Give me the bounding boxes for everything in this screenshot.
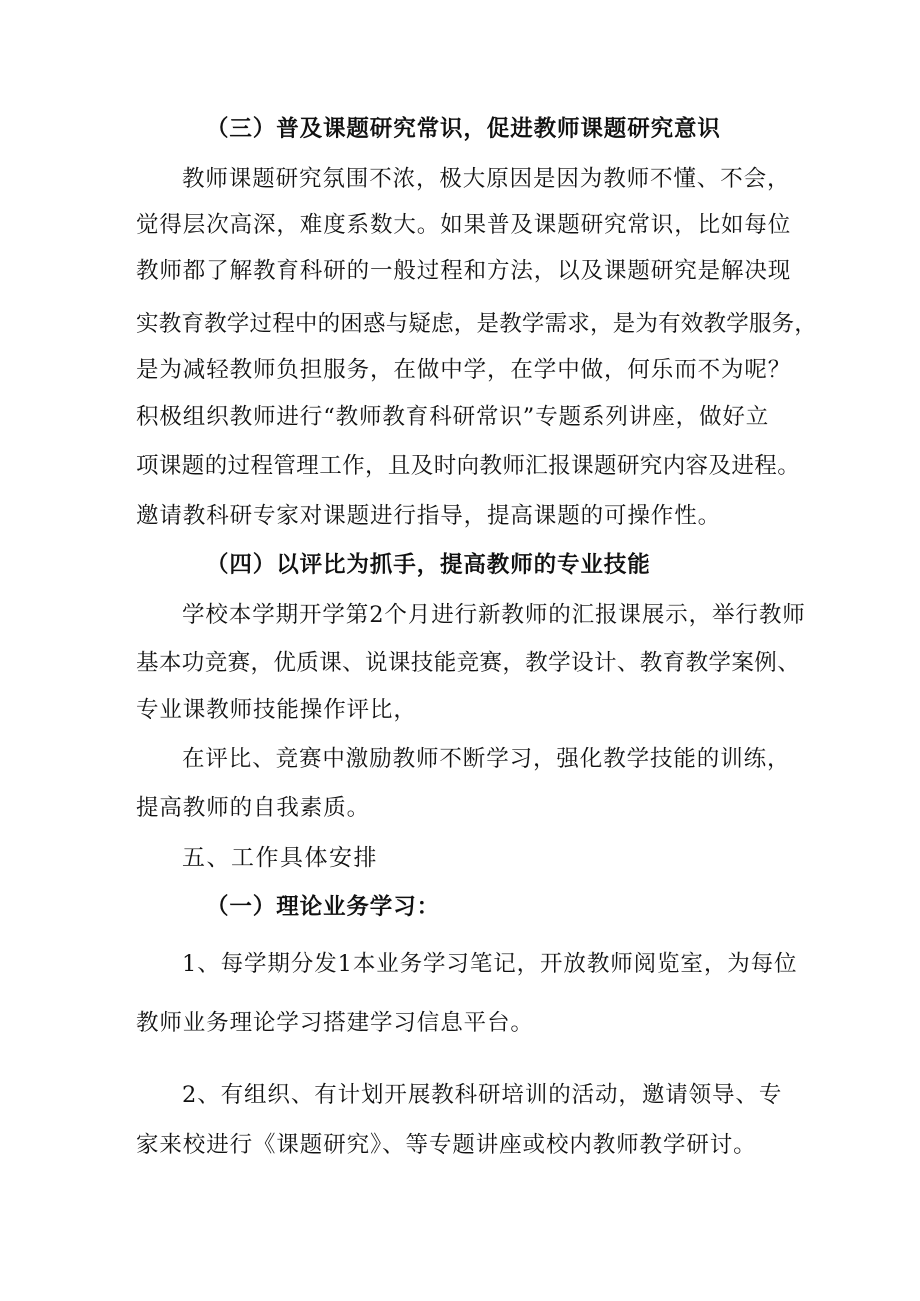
paragraph-line: 积极组织教师进行“教师教育科研常识”专题系列讲座，做好立 [136, 404, 770, 430]
paragraph-line: 项课题的过程管理工作，且及时向教师汇报课题研究内容及进程。 [136, 453, 801, 479]
paragraph-line: 专业课教师技能操作评比， [136, 697, 417, 723]
paragraph-line: 提高教师的自我素质。 [136, 795, 371, 821]
paragraph-line: 邀请教科研专家对课题进行指导，提高课题的可操作性。 [136, 503, 722, 529]
list-item-line: 1、每学期分发1本业务学习笔记，开放教师阅览室，为每位 [182, 951, 798, 977]
paragraph-line: 是为减轻教师负担服务，在做中学，在学中做，何乐而不为呢？ [136, 357, 792, 383]
subsection-1-heading: （一）理论业务学习： [206, 894, 441, 920]
paragraph-line: 教师课题研究氛围不浓，极大原因是因为教师不懂、不会， [182, 166, 791, 192]
paragraph-line: 实教育教学过程中的困惑与疑虑，是教学需求，是为有效教学服务， [136, 311, 818, 337]
section-3-heading: （三）普及课题研究常识，促进教师课题研究意识 [206, 116, 721, 142]
list-item-line: 家来校进行《课题研究》、等专题讲座或校内教师教学研讨。 [136, 1132, 757, 1158]
list-item-line: 教师业务理论学习搭建学习信息平台。 [136, 1010, 534, 1036]
paragraph-line: 学校本学期开学第2个月进行新教师的汇报课展示，举行教师 [182, 602, 806, 628]
section-4-heading: （四）以评比为抓手，提高教师的专业技能 [206, 552, 651, 578]
paragraph-line: 教师都了解教育科研的一般过程和方法，以及课题研究是解决现 [136, 258, 792, 284]
list-item-line: 2、有组织、有计划开展教科研培训的活动，邀请领导、专 [182, 1082, 783, 1108]
paragraph-line: 在评比、竞赛中激励教师不断学习，强化教学技能的训练， [182, 746, 791, 772]
paragraph-line: 基本功竞赛，优质课、说课技能竞赛，教学设计、教育教学案例、 [136, 650, 801, 676]
part-5-heading: 五、工作具体安排 [182, 845, 378, 871]
paragraph-line: 觉得层次高深，难度系数大。如果普及课题研究常识，比如每位 [136, 212, 792, 238]
